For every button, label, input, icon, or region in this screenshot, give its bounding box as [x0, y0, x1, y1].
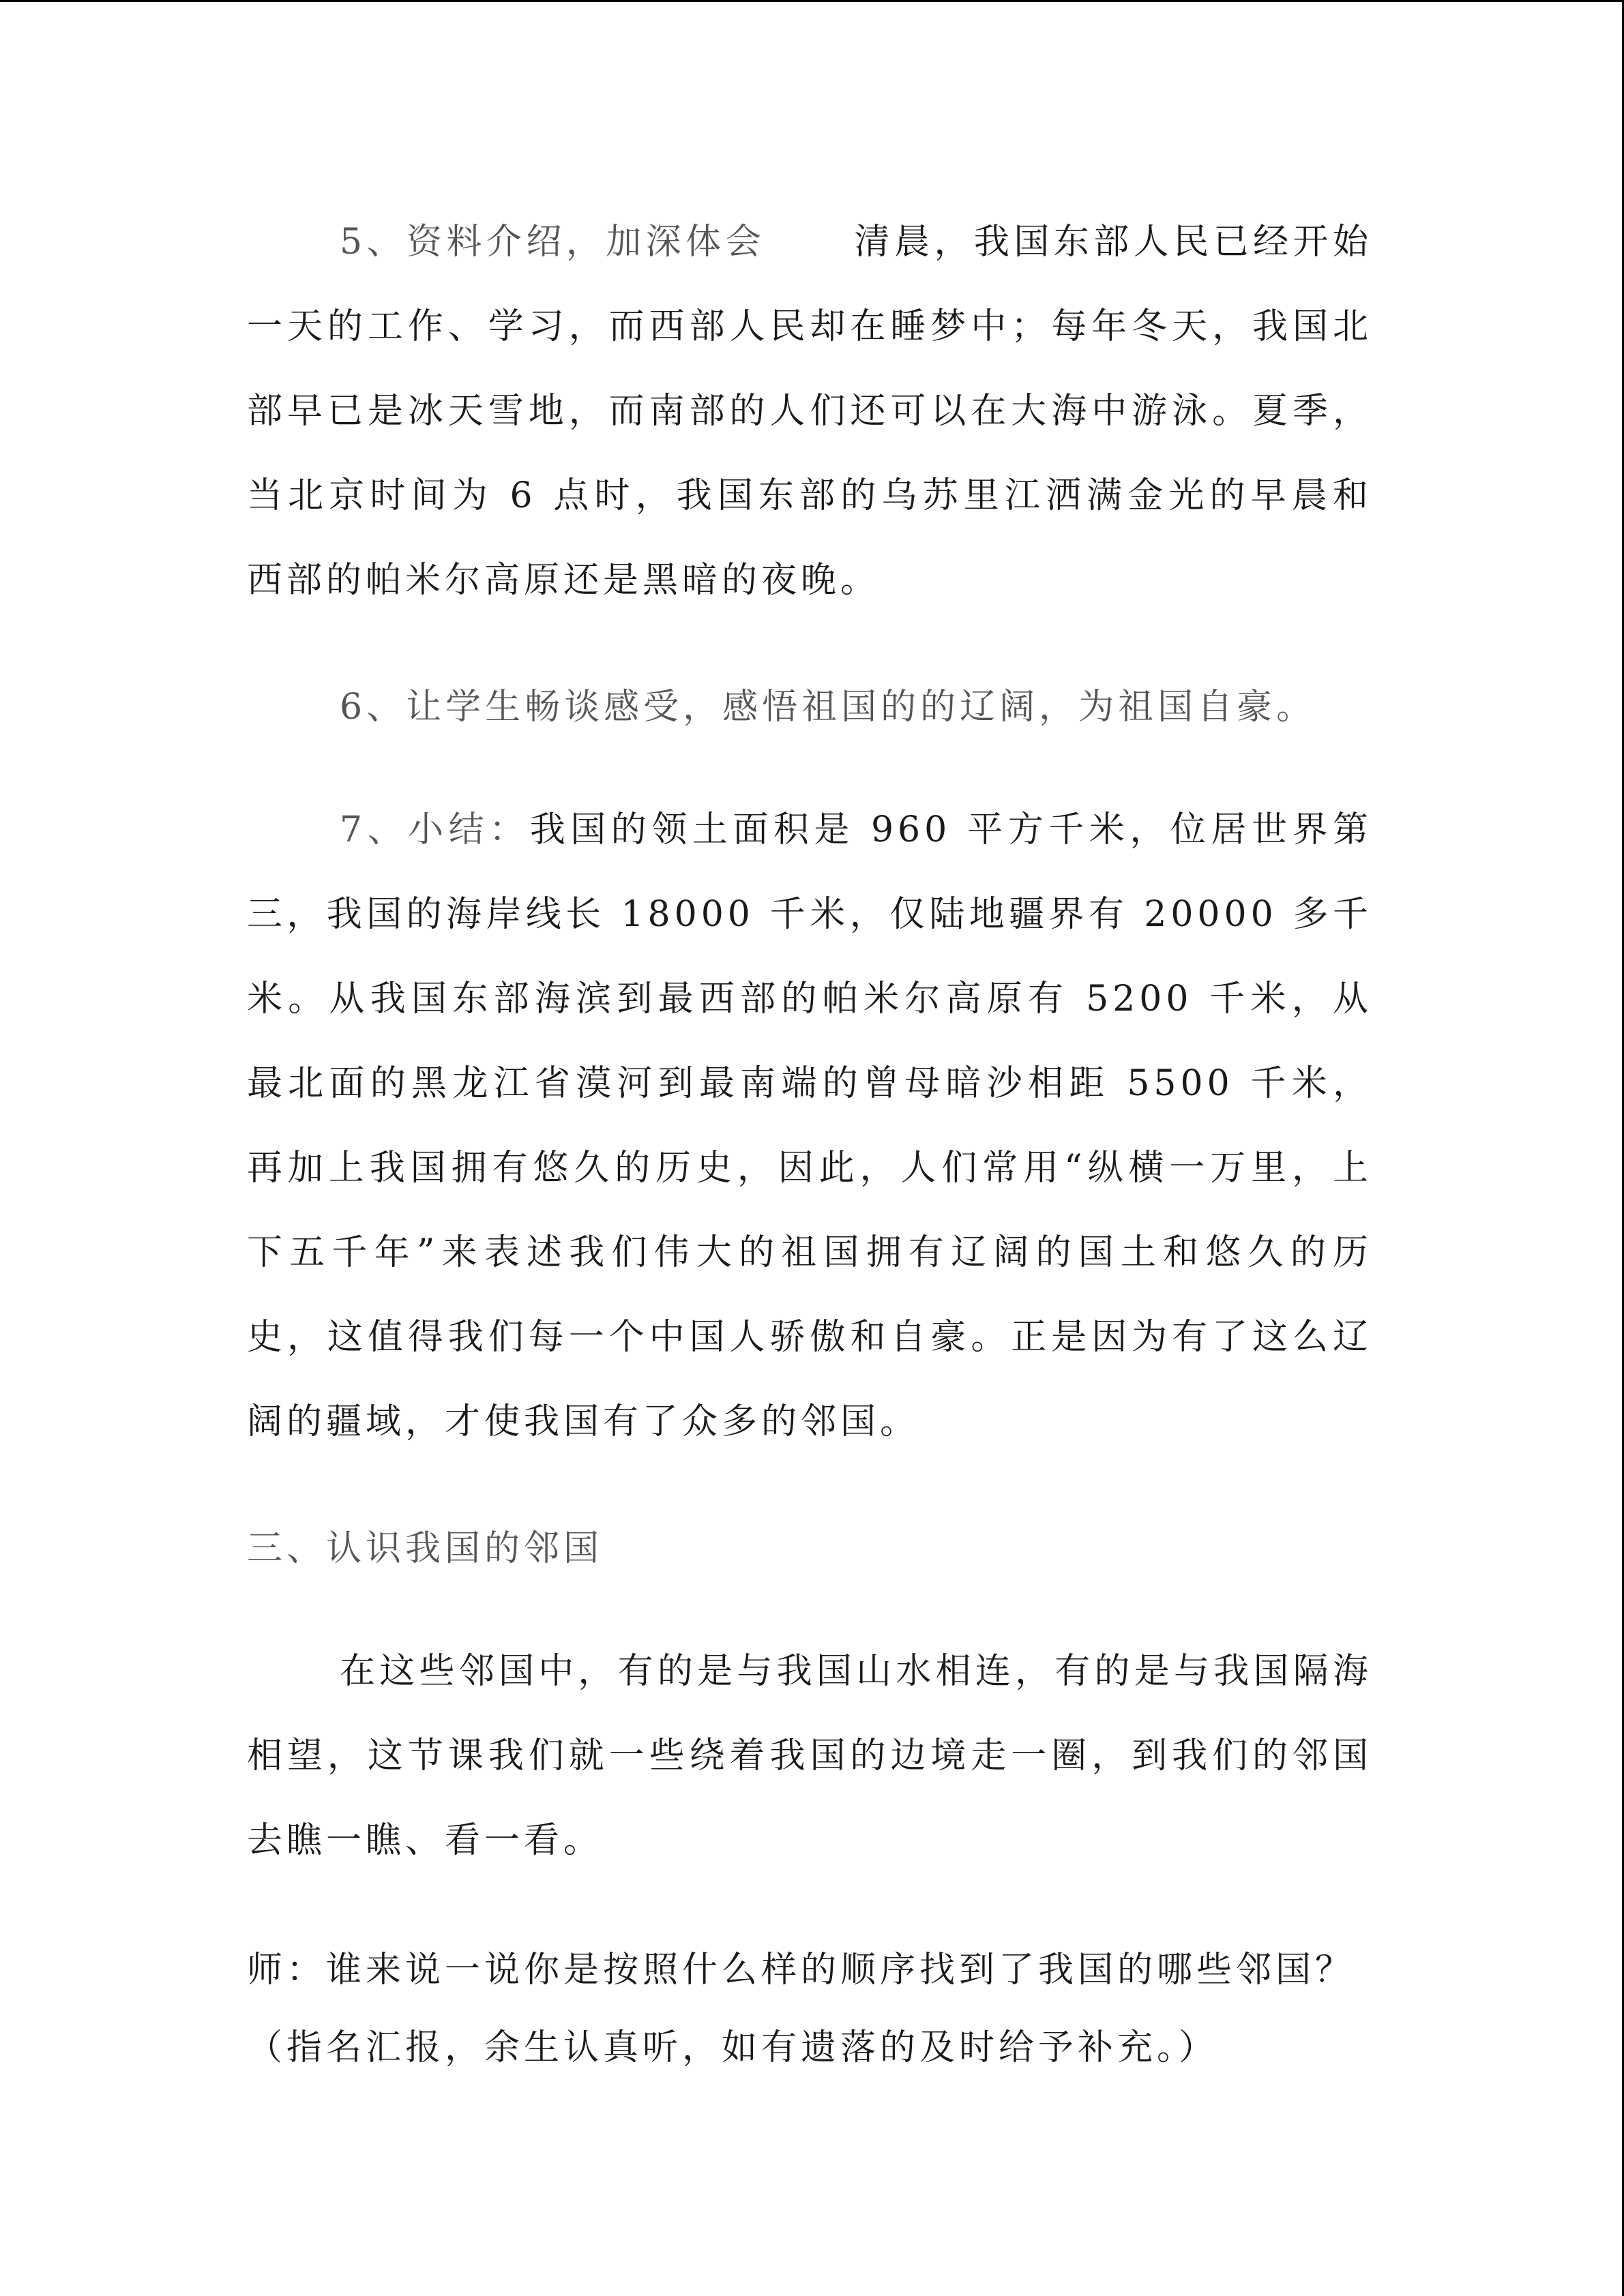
teacher-question: 师：谁来说一说你是按照什么样的顺序找到了我国的哪些邻国？	[247, 1950, 1355, 1991]
paragraph-7	[247, 788, 1372, 1464]
paragraph-5-lead: 5、资料介绍，加深体会	[340, 222, 766, 263]
paragraph-6: 6、让学生畅谈感受，感悟祖国的的辽阔，为祖国自豪。	[340, 687, 1316, 728]
neighbors-intro-paragraph: 在这些邻国中，有的是与我国山水相连，有的是与我国隔海相望，这节课我们就一些绕着我国的边境走一圈，到我们的邻国去瞧一瞧、看一看。	[247, 1651, 1372, 1861]
section-3-heading: 三、认识我国的邻国	[247, 1528, 604, 1569]
paragraph-5-body: 清晨，我国东部人民已经开始一天的工作、学习，而西部人民却在睡梦中；每年冬天，我国北部早已是冰天雪地，而南部的人们还可以在大海中游泳。夏季，当北京时间为 6 点时，我国东部的乌苏里江洒满金光的早晨和西部的帕米尔高原还是黑暗的夜晚。	[247, 222, 1372, 601]
paragraph-5	[247, 200, 1372, 623]
paragraph-7-body: 我国的领土面积是 960 平方千米，位居世界第三，我国的海岸线长 18000 千米，仅陆地疆界有 20000 多千米。从我国东部海滨到最西部的帕米尔高原有 5200 千米，从最北面的黑龙江省漠河到最南端的曾母暗沙相距 5500 千米，再加上我国拥有悠久的历史，因此，人们常用“纵横一万里，上下五千年”来表述我们伟大的祖国拥有辽阔的国土和悠久的历史，这值得我们每一个中国人骄傲和自豪。正是因为有了这么辽阔的疆域，才使我国有了众多的邻国。	[247, 809, 1373, 1442]
instruction-note: （指名汇报，余生认真听，如有遗落的及时给予补充。）	[247, 2027, 1219, 2068]
paragraph-7-lead: 7、小结：	[340, 809, 530, 850]
